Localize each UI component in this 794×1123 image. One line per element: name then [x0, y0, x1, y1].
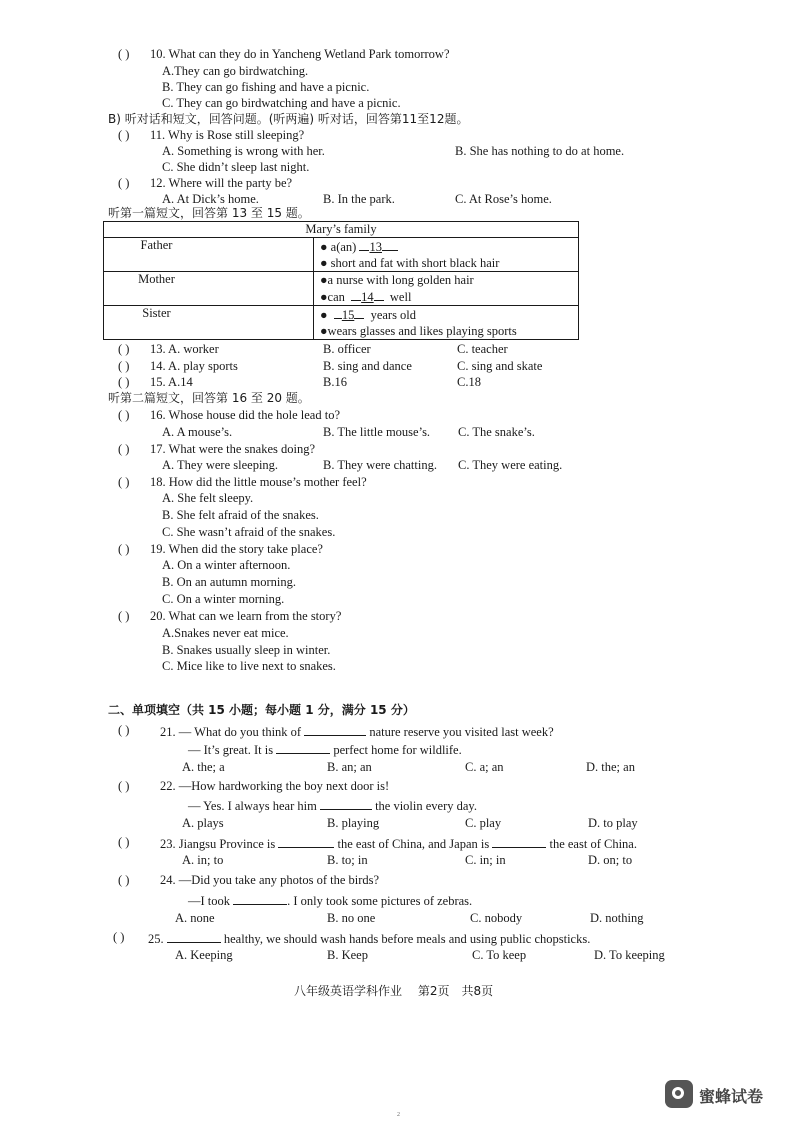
- question-18-option-b: B. She felt afraid of the snakes.: [162, 508, 319, 522]
- page-footer: 八年级英语学科作业 第2页 共8页: [294, 984, 494, 998]
- table-cell-mother: Mother: [104, 272, 314, 306]
- blank-15[interactable]: 15: [341, 308, 355, 322]
- question-18-stem: 18. How did the little mouse’s mother feel?: [150, 475, 367, 489]
- question-14-option-b: B. sing and dance: [323, 359, 412, 373]
- question-12-stem: 12. Where will the party be?: [150, 176, 293, 190]
- answer-paren[interactable]: ( ): [118, 176, 130, 190]
- question-10-stem: 10. What can they do in Yancheng Wetland Park tomorrow?: [150, 47, 450, 61]
- answer-paren[interactable]: ( ): [118, 47, 130, 61]
- question-11-option-a: A. Something is wrong with her.: [162, 144, 325, 158]
- question-13-option-c: C. teacher: [457, 342, 508, 356]
- question-21-option-d: D. the; an: [586, 760, 635, 774]
- question-14-option-a: 14. A. play sports: [150, 359, 238, 373]
- question-22-option-b: B. playing: [327, 816, 380, 830]
- table-cell-father: Father: [104, 238, 314, 272]
- question-25-option-c: C. To keep: [472, 948, 527, 962]
- question-22-option-c: C. play: [465, 816, 502, 830]
- question-18-option-c: C. She wasn’t afraid of the snakes.: [162, 525, 336, 539]
- question-15-option-c: C.18: [457, 375, 481, 389]
- question-20-option-c: C. Mice like to live next to snakes.: [162, 659, 336, 673]
- answer-paren[interactable]: ( ): [118, 408, 130, 422]
- question-23-option-b: B. to; in: [327, 853, 368, 867]
- answer-paren[interactable]: ( ): [118, 442, 130, 456]
- table-cell-sister-desc: ● 15 years old ●wears glasses and likes playing sports: [314, 306, 579, 340]
- question-11-stem: 11. Why is Rose still sleeping?: [150, 128, 305, 142]
- question-20-option-a: A.Snakes never eat mice.: [162, 626, 289, 640]
- question-19-option-b: B. On an autumn morning.: [162, 575, 297, 589]
- question-17-stem: 17. What were the snakes doing?: [150, 442, 315, 456]
- question-25-option-a: A. Keeping: [175, 948, 233, 962]
- question-14-option-c: C. sing and skate: [457, 359, 543, 373]
- question-18-option-a: A. She felt sleepy.: [162, 491, 254, 505]
- question-13-option-b: B. officer: [323, 342, 371, 356]
- question-17-option-b: B. They were chatting.: [323, 458, 437, 472]
- table-cell-father-desc: ● a(an) 13 ● short and fat with short black hair: [314, 238, 579, 272]
- answer-paren[interactable]: ( ): [118, 128, 130, 142]
- question-10-option-c: C. They can go birdwatching and have a picnic.: [162, 96, 401, 110]
- question-12-option-b: B. In the park.: [323, 192, 395, 206]
- section-b-heading: B) 听对话和短文，回答问题。(听两遍) 听对话，回答第11至12题。: [108, 112, 469, 126]
- table-cell-mother-desc: ●a nurse with long golden hair ●can 14 well: [314, 272, 579, 306]
- answer-paren[interactable]: ( ): [118, 475, 130, 489]
- blank-14[interactable]: 14: [361, 290, 374, 304]
- question-20-option-b: B. Snakes usually sleep in winter.: [162, 643, 331, 657]
- question-22-stem-2: — Yes. I always hear him the violin every day.: [188, 799, 477, 813]
- section-2-heading: 二、单项填空（共 15 小题；每小题 1 分，满分 15 分）: [108, 703, 415, 717]
- question-25-option-b: B. Keep: [327, 948, 368, 962]
- question-12-option-a: A. At Dick’s home.: [162, 192, 259, 206]
- blank-13[interactable]: 13: [369, 240, 382, 254]
- question-17-option-c: C. They were eating.: [458, 458, 563, 472]
- question-21-option-c: C. a; an: [465, 760, 504, 774]
- answer-paren[interactable]: ( ): [118, 609, 130, 623]
- question-23-option-a: A. in; to: [182, 853, 224, 867]
- table-title: Mary’s family: [104, 222, 579, 238]
- question-25-option-d: D. To keeping: [594, 948, 665, 962]
- question-16-option-c: C. The snake’s.: [458, 425, 535, 439]
- question-19-stem: 19. When did the story take place?: [150, 542, 323, 556]
- question-19-option-c: C. On a winter morning.: [162, 592, 285, 606]
- question-22-option-d: D. to play: [588, 816, 638, 830]
- answer-paren[interactable]: ( ): [118, 359, 130, 373]
- answer-paren[interactable]: ( ): [118, 342, 130, 356]
- question-16-option-b: B. The little mouse’s.: [323, 425, 431, 439]
- question-13-option-a: 13. A. worker: [150, 342, 219, 356]
- question-16-stem: 16. Whose house did the hole lead to?: [150, 408, 341, 422]
- question-22-option-a: A. plays: [182, 816, 224, 830]
- question-11-option-c: C. She didn’t sleep last night.: [162, 160, 310, 174]
- question-24-option-c: C. nobody: [470, 911, 523, 925]
- question-24-stem: 24. —Did you take any photos of the birds?: [160, 873, 380, 887]
- question-12-option-c: C. At Rose’s home.: [455, 192, 552, 206]
- answer-paren[interactable]: ( ): [118, 723, 130, 737]
- answer-paren[interactable]: ( ): [113, 930, 125, 944]
- question-21-option-a: A. the; a: [182, 760, 225, 774]
- question-20-stem: 20. What can we learn from the story?: [150, 609, 342, 623]
- watermark-text: 蜜蜂试卷: [699, 1087, 764, 1106]
- question-23-option-d: D. on; to: [588, 853, 633, 867]
- answer-paren[interactable]: ( ): [118, 542, 130, 556]
- answer-paren[interactable]: ( ): [118, 375, 130, 389]
- marys-family-table: [103, 221, 579, 340]
- question-23-option-c: C. in; in: [465, 853, 506, 867]
- page-mark: 2: [397, 1112, 400, 1118]
- question-15-option-b: B.16: [323, 375, 347, 389]
- question-10-option-a: A.They can go birdwatching.: [162, 64, 309, 78]
- watermark-logo: [665, 1078, 787, 1112]
- question-10-option-b: B. They can go fishing and have a picnic.: [162, 80, 370, 94]
- question-21-stem-2: — It’s great. It is perfect home for wildlife.: [188, 743, 462, 757]
- question-21-option-b: B. an; an: [327, 760, 372, 774]
- question-24-option-a: A. none: [175, 911, 215, 925]
- bee-logo-icon: [665, 1080, 693, 1108]
- question-23-stem: 23. Jiangsu Province is the east of China, and Japan is the east of China.: [160, 837, 637, 851]
- question-24-option-b: B. no one: [327, 911, 376, 925]
- question-16-option-a: A. A mouse’s.: [162, 425, 233, 439]
- table-cell-sister: Sister: [104, 306, 314, 340]
- question-24-stem-2: —I took . I only took some pictures of zebras.: [188, 894, 473, 908]
- question-17-option-a: A. They were sleeping.: [162, 458, 279, 472]
- question-21-stem: 21. — What do you think of nature reserve you visited last week?: [160, 725, 554, 739]
- passage-1-heading: 听第一篇短文，回答第 13 至 15 题。: [108, 206, 310, 220]
- passage-2-heading: 听第二篇短文，回答第 16 至 20 题。: [108, 391, 310, 405]
- answer-paren[interactable]: ( ): [118, 779, 130, 793]
- question-19-option-a: A. On a winter afternoon.: [162, 558, 291, 572]
- question-11-option-b: B. She has nothing to do at home.: [455, 144, 625, 158]
- question-22-stem: 22. —How hardworking the boy next door is!: [160, 779, 390, 793]
- question-24-option-d: D. nothing: [590, 911, 644, 925]
- answer-paren[interactable]: ( ): [118, 873, 130, 887]
- answer-paren[interactable]: ( ): [118, 835, 130, 849]
- question-15-option-a: 15. A.14: [150, 375, 193, 389]
- question-25-stem: 25. healthy, we should wash hands before meals and using public chopsticks.: [148, 932, 591, 946]
